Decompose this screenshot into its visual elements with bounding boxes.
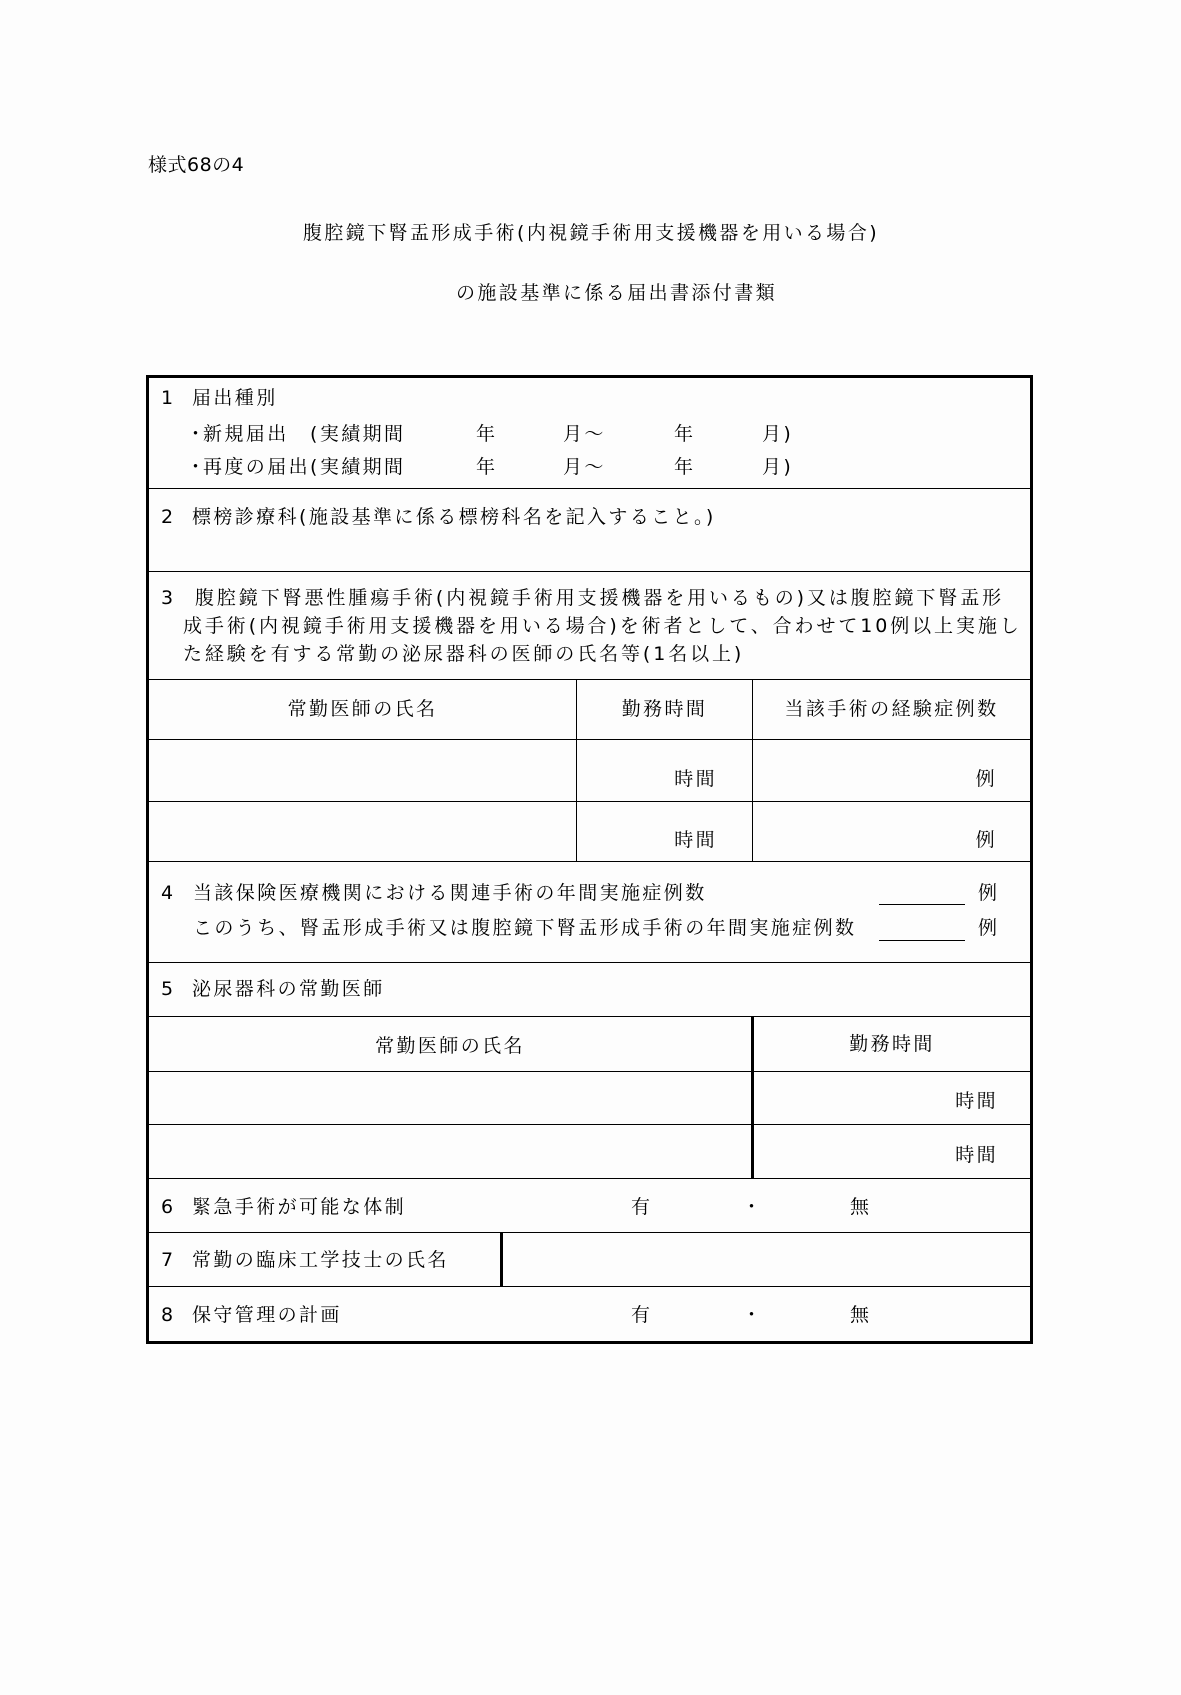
section-number: 6 bbox=[161, 1196, 176, 1218]
row-divider bbox=[149, 1016, 1030, 1017]
new-filing-start-year[interactable]: 年 bbox=[476, 423, 498, 445]
row-divider bbox=[149, 571, 1030, 572]
refiling-end-year[interactable]: 年 bbox=[674, 456, 696, 478]
row-divider bbox=[149, 861, 1030, 862]
section-label: 泌尿器科の常勤医師 bbox=[192, 978, 385, 1000]
section-number: 5 bbox=[161, 978, 176, 1000]
bullet: ・ bbox=[186, 423, 208, 445]
column-header-doctor-name: 常勤医師の氏名 bbox=[287, 698, 438, 720]
work-hours-cell[interactable]: 時間 bbox=[674, 829, 717, 851]
annual-pyeloplasty-input[interactable] bbox=[879, 940, 965, 941]
section-label: 常勤の臨床工学技士の氏名 bbox=[192, 1249, 449, 1271]
row-divider bbox=[149, 488, 1030, 489]
row-divider bbox=[149, 962, 1030, 963]
annual-related-surgery-label: 当該保険医療機関における関連手術の年間実施症例数 bbox=[193, 882, 707, 904]
section-description-line2: 成手術(内視鏡手術用支援機器を用いる場合)を術者として、合わせて10例以上実施し bbox=[183, 615, 1022, 637]
section-label: 緊急手術が可能な体制 bbox=[192, 1196, 407, 1218]
unit-label: 例 bbox=[978, 917, 1000, 939]
option-separator: ・ bbox=[742, 1304, 764, 1326]
section-description-line3: た経験を有する常勤の泌尿器科の医師の氏名等(1名以上) bbox=[183, 643, 745, 665]
option-separator: ・ bbox=[742, 1196, 764, 1218]
row-divider bbox=[149, 679, 1030, 680]
column-header-doctor-name: 常勤医師の氏名 bbox=[375, 1035, 525, 1057]
unit-label: 例 bbox=[978, 882, 1000, 904]
annual-pyeloplasty-label: このうち、腎盂形成手術又は腹腔鏡下腎盂形成手術の年間実施症例数 bbox=[193, 917, 857, 939]
section-label: 保守管理の計画 bbox=[192, 1304, 342, 1326]
column-divider bbox=[500, 1232, 503, 1286]
refiling-end-month[interactable]: 月) bbox=[762, 456, 794, 478]
page-title-line2: の施設基準に係る届出書添付書類 bbox=[456, 282, 778, 304]
doctor-name-cell[interactable] bbox=[149, 1125, 751, 1178]
section-number: 2 bbox=[161, 506, 176, 528]
section-label: 届出種別 bbox=[192, 387, 278, 409]
section-number: 1 bbox=[161, 387, 176, 409]
new-filing-start-month[interactable]: 月〜 bbox=[563, 423, 606, 445]
clinical-engineer-name-input[interactable] bbox=[504, 1233, 1030, 1286]
department-input-area[interactable] bbox=[192, 532, 1012, 566]
option-no[interactable]: 無 bbox=[850, 1304, 872, 1326]
annual-related-surgery-input[interactable] bbox=[879, 904, 965, 905]
case-count-cell[interactable]: 例 bbox=[975, 768, 997, 790]
section-number: 3 bbox=[161, 587, 176, 609]
option-no[interactable]: 無 bbox=[850, 1196, 872, 1218]
column-header-case-count: 当該手術の経験症例数 bbox=[784, 698, 999, 720]
doctor-name-cell[interactable] bbox=[149, 740, 576, 801]
refiling-start-month[interactable]: 月〜 bbox=[563, 456, 606, 478]
form-number: 様式68の4 bbox=[148, 154, 245, 176]
option-yes[interactable]: 有 bbox=[631, 1196, 653, 1218]
section-number: 7 bbox=[161, 1249, 176, 1271]
refiling-start-year[interactable]: 年 bbox=[476, 456, 498, 478]
row-divider bbox=[149, 1286, 1030, 1287]
doctor-name-cell[interactable] bbox=[149, 802, 576, 861]
row-divider bbox=[149, 1178, 1030, 1179]
case-count-cell[interactable]: 例 bbox=[975, 829, 997, 851]
new-filing-label: 新規届出 (実績期間 bbox=[203, 423, 406, 445]
refiling-label: 再度の届出(実績期間 bbox=[203, 456, 406, 478]
bullet: ・ bbox=[186, 456, 208, 478]
new-filing-end-month[interactable]: 月) bbox=[762, 423, 794, 445]
option-yes[interactable]: 有 bbox=[631, 1304, 653, 1326]
work-hours-cell[interactable]: 時間 bbox=[955, 1090, 998, 1112]
new-filing-end-year[interactable]: 年 bbox=[674, 423, 696, 445]
section-label: 標榜診療科(施設基準に係る標榜科名を記入すること。) bbox=[192, 506, 716, 528]
page-title-line1: 腹腔鏡下腎盂形成手術(内視鏡手術用支援機器を用いる場合) bbox=[303, 222, 880, 244]
doctor-name-cell[interactable] bbox=[149, 1072, 751, 1124]
section-description-line1: 腹腔鏡下腎悪性腫瘍手術(内視鏡手術用支援機器を用いるもの)又は腹腔鏡下腎盂形 bbox=[195, 587, 1005, 609]
section-number: 4 bbox=[161, 882, 176, 904]
section-number: 8 bbox=[161, 1304, 176, 1326]
work-hours-cell[interactable]: 時間 bbox=[674, 768, 717, 790]
column-header-work-hours: 勤務時間 bbox=[621, 698, 708, 720]
work-hours-cell[interactable]: 時間 bbox=[955, 1144, 998, 1166]
column-header-work-hours: 勤務時間 bbox=[849, 1033, 935, 1055]
